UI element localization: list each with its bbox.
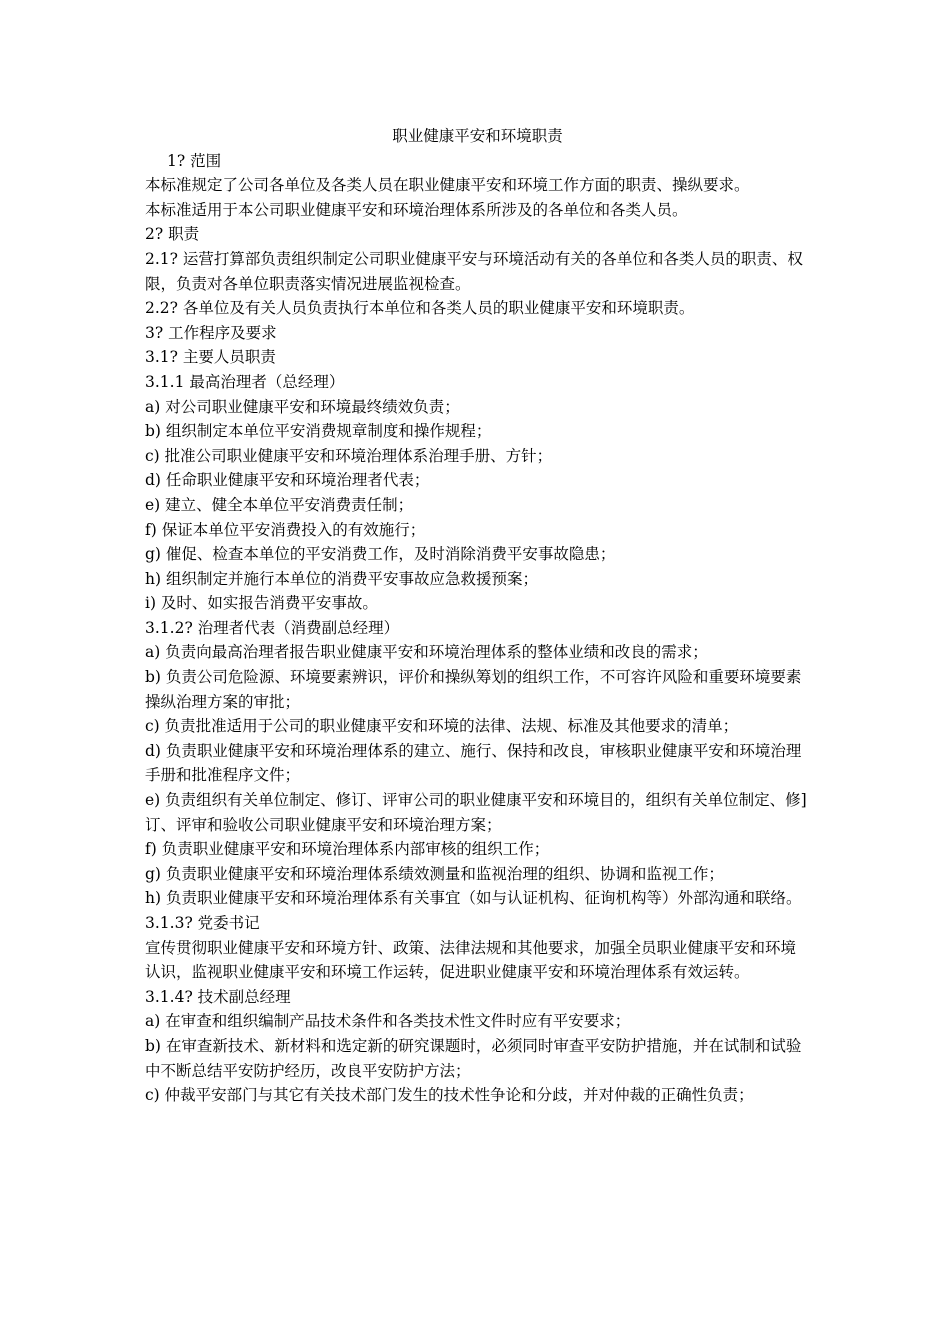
paragraph: c) 批准公司职业健康平安和环境治理体系治理手册、方针； xyxy=(145,446,553,465)
paragraph: f) 保证本单位平安消费投入的有效施行； xyxy=(145,520,426,539)
paragraph: b) 负责公司危险源、环境要素辨识，评价和操纵筹划的组织工作，不可容许风险和重要环境要素操纵治理方案的审批； xyxy=(145,668,802,711)
paragraph: 3.1.4? 技术副总经理 xyxy=(145,987,291,1006)
paragraph: d) 负责职业健康平安和环境治理体系的建立、施行、保持和改良，审核职业健康平安和环境治理 xyxy=(145,741,802,760)
document-title: 职业健康平安和环境职责 xyxy=(392,127,563,145)
paragraph: 3.1.3? 党委书记 xyxy=(145,914,260,932)
paragraph: 3.1? 主要人员职责 xyxy=(145,348,276,367)
paragraph: e) 负责组织有关单位制定、修订、评审公司的职业健康平安和环境目的，组织有关单位制定、修]订、评审和验收公司职业健康平安和环境治理方案； xyxy=(145,791,807,834)
paragraph: 中不断总结平安防护经历，改良平安防护方法； xyxy=(145,1061,471,1080)
paragraph: 本标准适用于本公司职业健康平安和环境治理体系所涉及的各单位和各类人员。 xyxy=(145,200,688,219)
document-page xyxy=(145,124,810,1108)
paragraph: 1? 范围 xyxy=(167,151,222,170)
paragraph: g) 催促、检查本单位的平安消费工作，及时消除消费平安事故隐患； xyxy=(145,545,616,564)
paragraph: 宣传贯彻职业健康平安和环境方针、政策、法律法规和其他要求，加强全员职业健康平安和环境认识，监视职业健康平安和环境工作运转，促进职业健康平安和环境治理体系有效运转。 xyxy=(145,938,797,982)
paragraph: d) 任命职业健康平安和环境治理者代表； xyxy=(145,471,430,490)
paragraph: h) 负责职业健康平安和环境治理体系有关事宜（如与认证机构、征询机构等）外部沟通和联络。 xyxy=(145,889,802,908)
paragraph: c) 负责批准适用于公司的职业健康平安和环境的法律、法规、标准及其他要求的清单； xyxy=(145,717,739,736)
paragraph: 2.2? 各单位及有关人员负责执行本单位和各类人员的职业健康平安和环境职责。 xyxy=(145,299,695,318)
paragraph: e) 建立、健全本单位平安消费责任制； xyxy=(145,495,414,514)
paragraph: 3.1.1 最高治理者（总经理） xyxy=(145,372,345,391)
paragraph: a) 在审查和组织编制产品技术条件和各类技术性文件时应有平安要求； xyxy=(145,1012,631,1031)
paragraph: h) 组织制定并施行本单位的消费平安事故应急救援预案； xyxy=(145,569,538,588)
paragraph: 2.1? 运营打算部负责组织制定公司职业健康平安与环境活动有关的各单位和各类人员的职责、权限，负责对各单位职责落实情况进展监视检查。 xyxy=(145,249,803,293)
paragraph: c) 仲裁平安部门与其它有关技术部门发生的技术性争论和分歧，并对仲裁的正确性负责； xyxy=(145,1086,754,1105)
paragraph: 3.1.2? 治理者代表（消费副总经理） xyxy=(145,618,400,637)
paragraph: a) 负责向最高治理者报告职业健康平安和环境治理体系的整体业绩和改良的需求； xyxy=(145,643,708,662)
paragraph: 本标准规定了公司各单位及各类人员在职业健康平安和环境工作方面的职责、操纵要求。 xyxy=(145,176,750,195)
paragraph: f) 负责职业健康平安和环境治理体系内部审核的组织工作； xyxy=(145,840,550,859)
paragraph: i) 及时、如实报告消费平安事故。 xyxy=(145,594,378,613)
paragraph: a) 对公司职业健康平安和环境最终绩效负责； xyxy=(145,397,460,416)
document-body xyxy=(145,149,810,1108)
paragraph: 手册和批准程序文件； xyxy=(145,766,301,785)
paragraph: b) 组织制定本单位平安消费规章制度和操作规程； xyxy=(145,422,492,441)
paragraph: g) 负责职业健康平安和环境治理体系绩效测量和监视治理的组织、协调和监视工作； xyxy=(145,864,724,883)
paragraph: b) 在审查新技术、新材料和选定新的研究课题时，必须同时审查平安防护措施，并在试制和试验 xyxy=(145,1036,802,1055)
paragraph: 3? 工作程序及要求 xyxy=(145,323,277,342)
paragraph: 2? 职责 xyxy=(145,225,200,244)
